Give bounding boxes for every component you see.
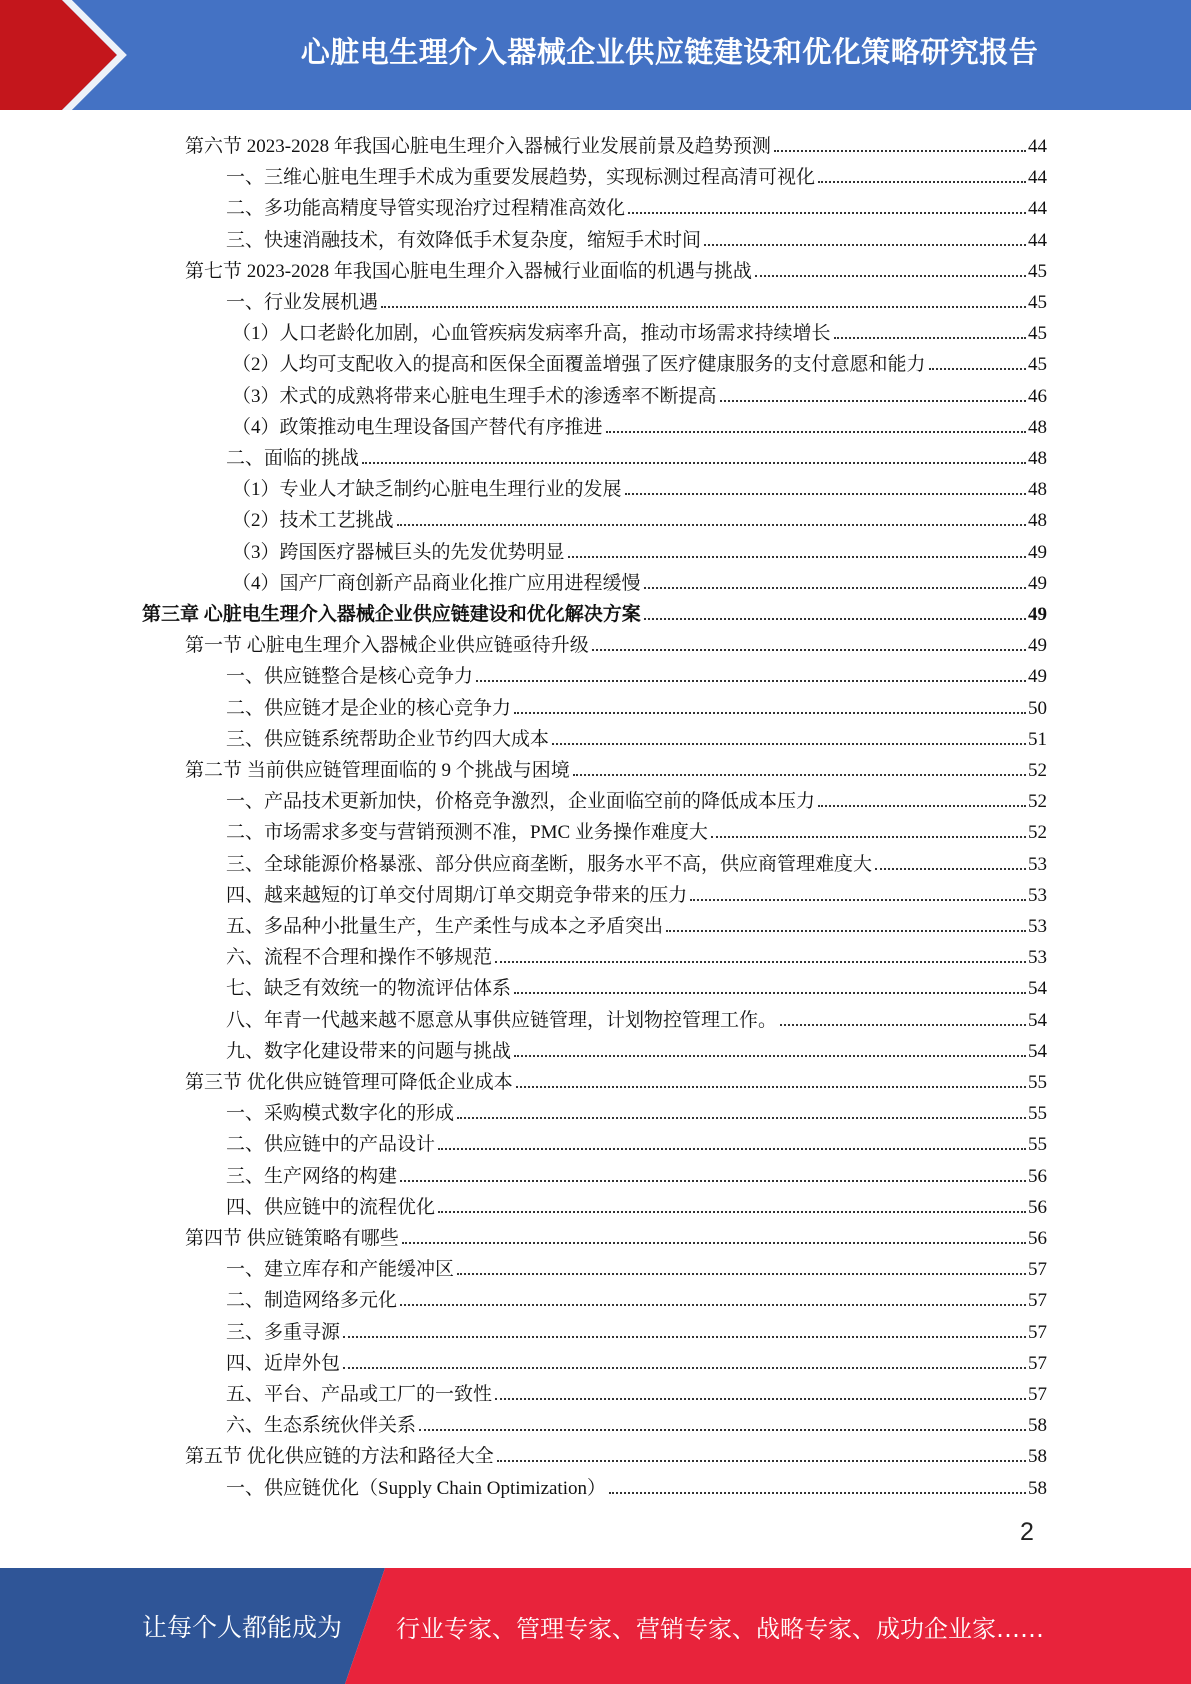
toc-entry-page: 57 [1028, 1290, 1047, 1312]
toc-entry[interactable] [226, 720, 1047, 751]
toc-entry-title: （2）人均可支配收入的提高和医保全面覆盖增强了医疗健康服务的支付意愿和能力 [232, 354, 926, 376]
toc-dot-leader [343, 1336, 1026, 1338]
toc-dot-leader [929, 368, 1026, 370]
toc-entry[interactable] [226, 813, 1047, 844]
toc-dot-leader [592, 649, 1026, 651]
toc-entry[interactable] [226, 1125, 1047, 1156]
toc-entry[interactable] [185, 252, 1047, 283]
toc-entry-title: 一、建立库存和产能缓冲区 [226, 1259, 455, 1281]
toc-entry-title: 一、供应链整合是核心竞争力 [226, 666, 474, 688]
toc-entry-page: 53 [1028, 884, 1047, 906]
toc-entry[interactable] [226, 876, 1047, 907]
toc-entry[interactable] [226, 782, 1047, 813]
toc-entry-title: （4）政策推动电生理设备国产替代有序推进 [232, 416, 603, 438]
toc-entry-title: 三、快速消融技术，有效降低手术复杂度，缩短手术时间 [226, 229, 702, 251]
toc-dot-leader [609, 1492, 1026, 1494]
toc-dot-leader [666, 930, 1026, 932]
toc-entry[interactable] [226, 969, 1047, 1000]
toc-entry-page: 55 [1028, 1134, 1047, 1156]
toc-dot-leader [381, 306, 1026, 308]
toc-dot-leader [362, 462, 1026, 464]
toc-entry-title: 一、采购模式数字化的形成 [226, 1103, 455, 1125]
toc-entry[interactable] [232, 564, 1047, 595]
toc-entry[interactable] [185, 1063, 1047, 1094]
toc-entry[interactable] [226, 1250, 1047, 1281]
toc-dot-leader [573, 774, 1026, 776]
toc-entry[interactable] [232, 345, 1047, 376]
toc-entry-page: 50 [1028, 697, 1047, 719]
toc-dot-leader [628, 212, 1026, 214]
toc-entry[interactable] [185, 1219, 1047, 1250]
toc-entry-title: 第六节 2023-2028 年我国心脏电生理介入器械行业发展前景及趋势预测 [185, 136, 771, 157]
toc-entry-title: （1）专业人才缺乏制约心脏电生理行业的发展 [232, 479, 622, 501]
toc-entry[interactable] [226, 1032, 1047, 1063]
toc-entry-page: 45 [1028, 354, 1047, 376]
toc-entry-page: 54 [1028, 1009, 1047, 1031]
toc-entry[interactable] [226, 1375, 1047, 1406]
toc-entry[interactable] [226, 938, 1047, 969]
toc-entry-page: 56 [1028, 1196, 1047, 1218]
toc-entry[interactable] [226, 1094, 1047, 1125]
toc-entry-title: 第三章 心脏电生理介入器械企业供应链建设和优化解决方案 [142, 604, 641, 625]
toc-entry-title: 九、数字化建设带来的问题与挑战 [226, 1040, 512, 1062]
toc-entry[interactable] [226, 1469, 1047, 1500]
toc-dot-leader [495, 961, 1026, 963]
toc-entry[interactable] [185, 751, 1047, 782]
toc-entry-title: 一、行业发展机遇 [226, 292, 379, 313]
toc-dot-leader [495, 1398, 1026, 1400]
toc-entry[interactable] [226, 283, 1047, 314]
toc-entry[interactable] [232, 470, 1047, 501]
toc-entry-page: 45 [1028, 292, 1047, 313]
footer-slogan-right: 行业专家、管理专家、营销专家、战略专家、成功企业家…… [396, 1614, 1044, 1643]
toc-entry[interactable] [226, 158, 1047, 189]
toc-entry-title: （2）技术工艺挑战 [232, 510, 394, 532]
footer-slogan-left: 让每个人都能成为 [142, 1613, 343, 1642]
toc-entry-title: 三、供应链系统帮助企业节约四大成本 [226, 728, 550, 750]
toc-entry-title: 二、供应链才是企业的核心竞争力 [226, 697, 512, 719]
toc-dot-leader [476, 680, 1026, 682]
toc-entry-page: 44 [1028, 136, 1047, 157]
toc-entry-title: 一、三维心脏电生理手术成为重要发展趋势，实现标测过程高清可视化 [226, 167, 816, 189]
toc-entry[interactable] [185, 1437, 1047, 1468]
toc-dot-leader [516, 1086, 1026, 1088]
toc-dot-leader [720, 400, 1026, 402]
toc-entry[interactable] [232, 501, 1047, 532]
toc-entry-title: （1）人口老龄化加剧，心血管疾病发病率升高，推动市场需求持续增长 [232, 323, 831, 345]
toc-entry-page: 49 [1028, 635, 1047, 657]
toc-entry-page: 53 [1028, 947, 1047, 969]
toc-entry-title: 一、供应链优化（Supply Chain Optimization） [226, 1477, 606, 1499]
toc-entry-page: 53 [1028, 853, 1047, 875]
toc-entry[interactable] [232, 408, 1047, 439]
toc-entry-page: 49 [1028, 604, 1047, 625]
toc-dot-leader [644, 618, 1026, 620]
toc-entry[interactable] [226, 845, 1047, 876]
toc-entry-title: （3）术式的成熟将带来心脏电生理手术的渗透率不断提高 [232, 385, 717, 407]
toc-entry-title: 八、年青一代越来越不愿意从事供应链管理，计划物控管理工作。 [226, 1009, 778, 1031]
toc-entry-title: （4）国产厂商创新产品商业化推广应用进程缓慢 [232, 572, 641, 594]
toc-entry[interactable] [226, 1157, 1047, 1188]
toc-entry[interactable] [226, 907, 1047, 938]
toc-entry-page: 53 [1028, 916, 1047, 937]
toc-entry-page: 54 [1028, 1040, 1047, 1062]
toc-dot-leader [514, 1055, 1026, 1057]
toc-entry-page: 44 [1028, 167, 1047, 189]
toc-dot-leader [514, 712, 1026, 714]
toc-entry[interactable] [226, 1001, 1047, 1032]
toc-entry-page: 48 [1028, 510, 1047, 532]
toc-entry[interactable] [226, 1344, 1047, 1375]
toc-dot-leader [711, 836, 1026, 838]
toc-entry-title: 二、制造网络多元化 [226, 1290, 398, 1312]
toc-entry[interactable] [232, 533, 1047, 564]
toc-entry-page: 48 [1028, 416, 1047, 438]
toc-dot-leader [400, 1180, 1026, 1182]
toc-entry-page: 48 [1028, 448, 1047, 469]
toc-entry-page: 57 [1028, 1259, 1047, 1281]
toc-entry-page: 44 [1028, 198, 1047, 220]
toc-entry-page: 52 [1028, 760, 1047, 781]
toc-entry-title: 四、供应链中的流程优化 [226, 1196, 436, 1218]
toc-entry-title: 六、生态系统伙伴关系 [226, 1415, 417, 1437]
toc-dot-leader [625, 493, 1026, 495]
toc-entry[interactable] [226, 189, 1047, 220]
toc-entry-title: 二、面临的挑战 [226, 448, 360, 469]
toc-entry-title: 二、供应链中的产品设计 [226, 1134, 436, 1156]
toc-dot-leader [552, 743, 1026, 745]
toc-entry-title: 五、多品种小批量生产，生产柔性与成本之矛盾突出 [226, 916, 664, 937]
toc-entry-title: 三、全球能源价格暴涨、部分供应商垄断，服务水平不高，供应商管理难度大 [226, 853, 873, 875]
toc-entry-page: 55 [1028, 1103, 1047, 1125]
toc-entry-page: 57 [1028, 1384, 1047, 1405]
toc-dot-leader [400, 1304, 1026, 1306]
toc-entry[interactable] [226, 657, 1047, 688]
toc-dot-leader [568, 556, 1026, 558]
header-banner [0, 0, 1191, 110]
toc-entry-title: 第三节 优化供应链管理可降低企业成本 [185, 1072, 513, 1093]
toc-entry-page: 57 [1028, 1352, 1047, 1374]
toc-dot-leader [774, 150, 1026, 152]
toc-dot-leader [438, 1148, 1026, 1150]
toc-entry-title: 二、市场需求多变与营销预测不准，PMC 业务操作难度大 [226, 822, 708, 844]
toc-entry-title: 五、平台、产品或工厂的一致性 [226, 1384, 493, 1405]
toc-entry-title: 第七节 2023-2028 年我国心脏电生理介入器械行业面临的机遇与挑战 [185, 260, 752, 282]
toc-dot-leader [834, 337, 1026, 339]
header-red-arrow [0, 0, 148, 110]
toc-entry-page: 45 [1028, 323, 1047, 345]
report-title: 心脏电生理介入器械企业供应链建设和优化策略研究报告 [300, 34, 1039, 69]
toc-dot-leader [606, 431, 1026, 433]
toc-dot-leader [818, 805, 1026, 807]
toc-entry-page: 46 [1028, 385, 1047, 407]
toc-entry[interactable] [226, 221, 1047, 252]
toc-entry-title: 七、缺乏有效统一的物流评估体系 [226, 978, 512, 1000]
toc-dot-leader [704, 244, 1026, 246]
toc-dot-leader [343, 1367, 1026, 1369]
toc-entry-title: 四、越来越短的订单交付周期/订单交期竞争带来的压力 [226, 884, 688, 906]
toc-entry-page: 44 [1028, 229, 1047, 251]
toc-dot-leader [457, 1273, 1026, 1275]
toc-dot-leader [875, 868, 1026, 870]
toc-entry[interactable] [226, 1281, 1047, 1312]
toc-entry-page: 49 [1028, 541, 1047, 563]
toc-entry-title: 第一节 心脏电生理介入器械企业供应链亟待升级 [185, 635, 589, 657]
toc-entry-title: （3）跨国医疗器械巨头的先发优势明显 [232, 541, 565, 563]
toc-entry-page: 45 [1028, 260, 1047, 282]
toc-entry-page: 57 [1028, 1321, 1047, 1343]
toc-entry[interactable] [226, 1313, 1047, 1344]
toc-dot-leader [457, 1117, 1026, 1119]
toc-entry[interactable] [185, 127, 1047, 158]
toc-entry-page: 49 [1028, 572, 1047, 594]
toc-entry-title: 三、生产网络的构建 [226, 1165, 398, 1187]
toc-entry-page: 56 [1028, 1228, 1047, 1249]
toc-dot-leader [497, 1460, 1026, 1462]
toc-dot-leader [438, 1211, 1026, 1213]
toc-entry[interactable] [226, 1188, 1047, 1219]
toc-dot-leader [644, 587, 1026, 589]
toc-entry[interactable] [232, 314, 1047, 345]
toc-entry-title: 第五节 优化供应链的方法和路径大全 [185, 1446, 494, 1468]
toc-dot-leader [514, 992, 1026, 994]
toc-entry[interactable] [185, 626, 1047, 657]
page-number: 2 [1020, 1518, 1034, 1546]
toc-entry-page: 58 [1028, 1446, 1047, 1468]
toc-entry-title: 六、流程不合理和操作不够规范 [226, 947, 493, 969]
toc-dot-leader [419, 1429, 1026, 1431]
toc-dot-leader [780, 1024, 1026, 1026]
toc-entry-title: 三、多重寻源 [226, 1321, 341, 1343]
toc-entry-title: 二、多功能高精度导管实现治疗过程精准高效化 [226, 198, 626, 220]
toc-entry-page: 48 [1028, 479, 1047, 501]
toc-entry-page: 54 [1028, 978, 1047, 1000]
toc-entry-page: 49 [1028, 666, 1047, 688]
footer-banner [0, 1568, 1191, 1684]
toc-dot-leader [755, 275, 1026, 277]
toc-entry[interactable] [226, 1406, 1047, 1437]
toc-dot-leader [818, 181, 1026, 183]
toc-dot-leader [402, 1242, 1026, 1244]
toc-entry-page: 58 [1028, 1477, 1047, 1499]
toc-dot-leader [690, 899, 1026, 901]
toc-entry[interactable] [232, 377, 1047, 408]
toc-entry-page: 55 [1028, 1072, 1047, 1093]
toc-entry[interactable] [226, 439, 1047, 470]
toc-entry-page: 58 [1028, 1415, 1047, 1437]
toc-dot-leader [397, 524, 1026, 526]
toc-entry-page: 56 [1028, 1165, 1047, 1187]
toc-entry-page: 52 [1028, 791, 1047, 813]
toc-entry-title: 第二节 当前供应链管理面临的 9 个挑战与困境 [185, 760, 570, 781]
toc-entry-page: 51 [1028, 728, 1047, 750]
toc-entry-title: 第四节 供应链策略有哪些 [185, 1228, 399, 1249]
toc-entry-page: 52 [1028, 822, 1047, 844]
toc-entry-title: 四、近岸外包 [226, 1352, 341, 1374]
toc-entry[interactable] [142, 595, 1047, 626]
toc-entry-title: 一、产品技术更新加快，价格竞争激烈，企业面临空前的降低成本压力 [226, 791, 816, 813]
toc-entry[interactable] [226, 689, 1047, 720]
